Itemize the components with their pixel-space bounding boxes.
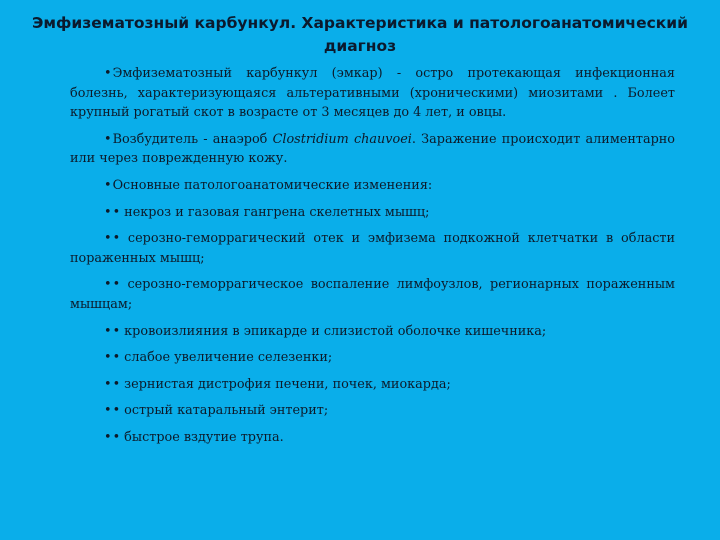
list-item-hemorrhage: •• кровоизлияния в эпикарде и слизистой оболочке кишечника;	[104, 323, 547, 339]
bullet-icon: •	[104, 66, 112, 81]
list-item-necrosis: •• некроз и газовая гангрена скелетных мышц;	[104, 204, 430, 220]
paragraph-changes-header: •Основные патологоанатомические изменения:	[104, 177, 433, 193]
list-item-enteritis: •• острый катаральный энтерит;	[104, 403, 329, 419]
bullet-icon: •	[104, 323, 112, 339]
bullet-icon: •	[104, 403, 112, 419]
bullet-icon: •	[104, 204, 112, 220]
slide-body	[70, 64, 675, 455]
paragraph-pathogen: •Возбудитель - анаэроб Clostridium chauvoei. Заражение происходит алиментарно или через поврежденную кожу.	[70, 131, 676, 167]
list-item-edema: •• серозно-геморрагический отек и эмфизема подкожной клетчатки в области пораженных мышц;	[70, 231, 675, 266]
bullet-icon: •	[104, 429, 112, 445]
list-item-lymph: •• серозно-геморрагическое воспаление лимфоузлов, регионарных пораженным мышцам;	[70, 277, 675, 312]
list-item-spleen: •• слабое увеличение селезенки;	[104, 350, 333, 366]
list-item-bloating: •• быстрое вздутие трупа.	[104, 429, 284, 445]
pathogen-name: Clostridium chauvoei	[272, 131, 412, 147]
slide-title: Эмфизематозный карбункул. Характеристика и патологоанатомический диагноз	[31, 14, 689, 55]
list-item-dystrophy: •• зернистая дистрофия печени, почек, миокарда;	[104, 376, 451, 392]
bullet-icon: •	[104, 177, 112, 193]
bullet-icon: •	[104, 376, 112, 392]
bullet-icon: •	[104, 231, 112, 247]
bullet-icon: •	[104, 277, 112, 293]
bullet-icon: •	[104, 131, 112, 147]
bullet-icon: •	[104, 350, 112, 366]
paragraph-definition: •Эмфизематозный карбункул (эмкар) - остро протекающая инфекционная болезнь, характеризующаяся альтеративными (хроническими) миозитами . Болеет крупный рогатый скот в возрасте от 3 месяцев до 4 лет, и овцы.	[70, 66, 675, 121]
